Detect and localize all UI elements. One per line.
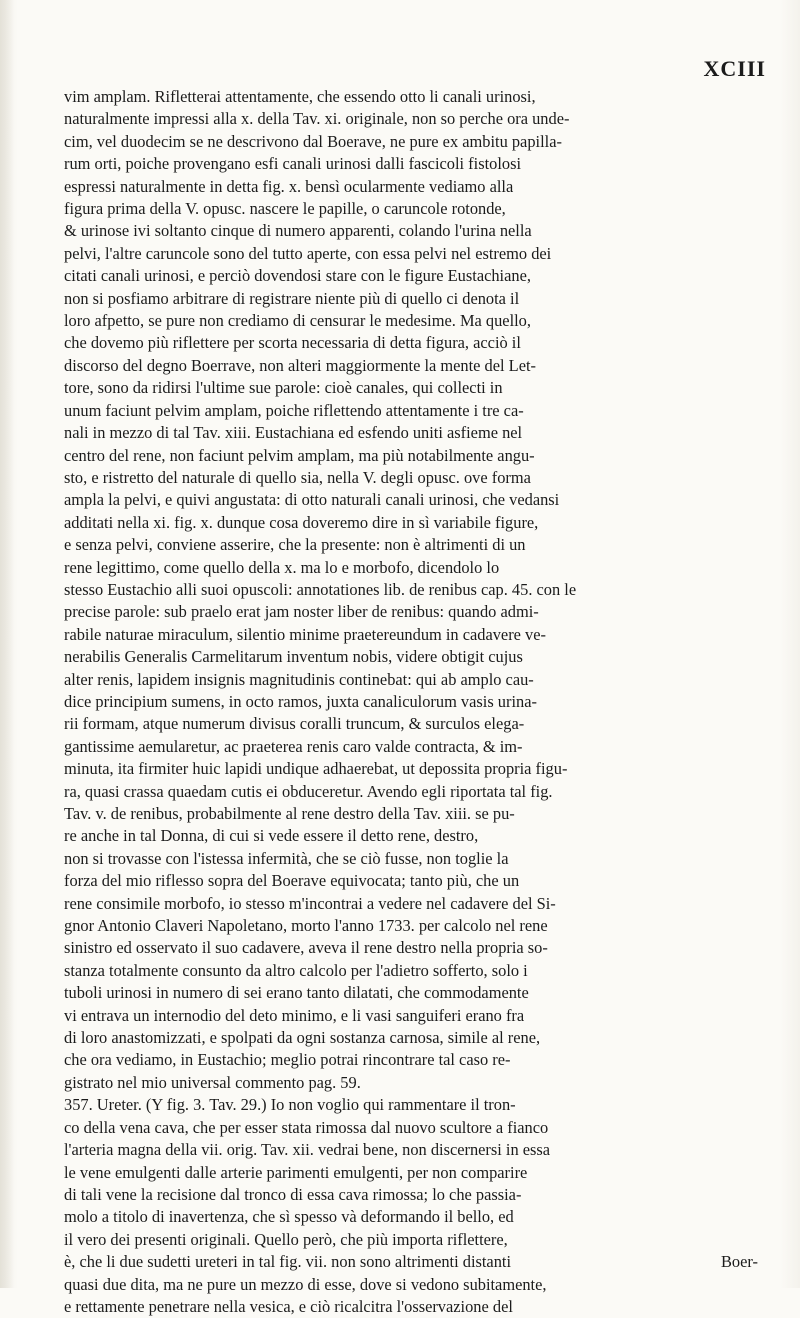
text-line: espressi naturalmente in detta fig. x. bensì ocularmente vediamo alla bbox=[64, 176, 514, 196]
text-line: ampla la pelvi, e quivi angustata: di otto naturali canali urinosi, che vedansi bbox=[64, 490, 560, 510]
text-line: che ora vediamo, in Eustachio; meglio potrai rincontrare tal caso re- bbox=[64, 1050, 511, 1070]
text-line: loro afpetto, se pure non crediamo di censurar le medesime. Ma quello, bbox=[64, 311, 531, 331]
text-line: stesso Eustachio alli suoi opuscoli: annotationes lib. de renibus cap. 45. con le bbox=[64, 579, 577, 599]
text-line: forza del mio riflesso sopra del Boerave equivocata; tanto più, che un bbox=[64, 871, 520, 891]
text-line: è, che li due sudetti ureteri in tal fig. vii. non sono altrimenti distanti bbox=[64, 1252, 512, 1272]
text-line: tore, sono da ridirsi l'ultime sue parole: cioè canales, qui collecti in bbox=[64, 378, 503, 398]
text-line: gnor Antonio Claveri Napoletano, morto l'anno 1733. per calcolo nel rene bbox=[64, 916, 548, 936]
text-line: centro del rene, non faciunt pelvim amplam, ma più notabilmente angu- bbox=[64, 445, 535, 465]
text-line: citati canali urinosi, e perciò dovendosi stare con le figure Eustachiane, bbox=[64, 266, 531, 286]
catchword: Boer- bbox=[721, 1252, 758, 1271]
text-line: vim amplam. Rifletterai attentamente, che essendo otto li canali urinosi, bbox=[64, 87, 536, 106]
text-line: non si posfiamo arbitrare di registrare niente più di quello ci denota il bbox=[64, 288, 520, 308]
text-line: e rettamente penetrare nella vesica, e ciò ricalcitra l'osservazione del bbox=[64, 1296, 513, 1316]
text-line: l'arteria magna della vii. orig. Tav. xii. vedrai bene, non discernersi in essa bbox=[64, 1140, 551, 1160]
text-line: precise parole: sub praelo erat jam noster liber de renibus: quando admi- bbox=[64, 602, 539, 622]
body-text bbox=[64, 86, 776, 1318]
text-line: pelvi, l'altre caruncole sono del tutto aperte, con essa pelvi nel estremo dei bbox=[64, 243, 552, 263]
text-line: stanza totalmente consunto da altro calcolo per l'adietro sofferto, solo i bbox=[64, 960, 528, 980]
text-line: rii formam, atque numerum divisus coralli truncum, & surculos elega- bbox=[64, 714, 525, 734]
text-line: gistrato nel mio universal commento pag. 59. bbox=[64, 1072, 361, 1092]
text-line: il vero dei presenti originali. Quello però, che più importa riflettere, bbox=[64, 1229, 508, 1249]
text-line: di tali vene la recisione dal tronco di essa cava rimossa; lo che passia- bbox=[64, 1184, 522, 1204]
text-line: additati nella xi. fig. x. dunque cosa doveremo dire in sì variabile figure, bbox=[64, 512, 539, 532]
text-line: rene consimile morbofo, io stesso m'incontrai a vedere nel cadavere del Si- bbox=[64, 893, 556, 913]
text-line: sinistro ed osservato il suo cadavere, aveva il rene destro nella propria so- bbox=[64, 938, 548, 958]
text-line: rum orti, poiche provengano esfi canali urinosi dalli fascicoli fistolosi bbox=[64, 154, 522, 174]
text-line: figura prima della V. opusc. nascere le papille, o caruncole rotonde, bbox=[64, 199, 506, 219]
text-line: Tav. v. de renibus, probabilmente al rene destro della Tav. xiii. se pu- bbox=[64, 804, 515, 823]
text-line: 357. Ureter. (Y fig. 3. Tav. 29.) Io non voglio qui rammentare il tron- bbox=[64, 1095, 516, 1115]
page-number: XCIII bbox=[703, 56, 766, 81]
text-line: ra, quasi crassa quaedam cutis ei obduceretur. Avendo egli riportata tal fig. bbox=[64, 781, 553, 801]
text-line: di loro anastomizzati, e spolpati da ogni sostanza carnosa, simile al rene, bbox=[64, 1028, 541, 1048]
text-line: unum faciunt pelvim amplam, poiche riflettendo attentamente i tre ca- bbox=[64, 400, 524, 420]
text-line: che dovemo più riflettere per scorta necessaria di detta figura, acciò il bbox=[64, 333, 521, 353]
text-line: gantissime aemularetur, ac praeterea renis caro valde contracta, & im- bbox=[64, 736, 523, 756]
text-line: e senza pelvi, conviene asserire, che la presente: non è altrimenti di un bbox=[64, 535, 526, 555]
text-line: rabile naturae miraculum, silentio minime praetereundum in cadavere ve- bbox=[64, 624, 546, 644]
text-line: co della vena cava, che per esser stata rimossa dal nuovo scultore a fianco bbox=[64, 1117, 549, 1137]
text-line: molo a titolo di inavertenza, che sì spesso và deformando il bello, ed bbox=[64, 1207, 514, 1227]
text-line: rene legittimo, come quello della x. ma lo e morbofo, dicendolo lo bbox=[64, 557, 500, 577]
text-line: quasi due dita, ma ne pure un mezzo di esse, dove si vedono subitamente, bbox=[64, 1274, 547, 1294]
text-line: dice principium sumens, in octo ramos, juxta canaliculorum vasis urina- bbox=[64, 691, 537, 711]
text-line: sto, e ristretto del naturale di quello sia, nella V. degli opusc. ove forma bbox=[64, 467, 531, 487]
text-line: & urinose ivi soltanto cinque di numero apparenti, colando l'urina nella bbox=[64, 221, 532, 241]
text-line: minuta, ita firmiter huic lapidi undique adhaerebat, ut depossita propria figu- bbox=[64, 759, 568, 779]
text-line: le vene emulgenti dalle arterie parimenti emulgenti, per non comparire bbox=[64, 1162, 528, 1182]
text-line: nali in mezzo di tal Tav. xiii. Eustachiana ed esfendo uniti asfieme nel bbox=[64, 423, 523, 443]
text-line: naturalmente impressi alla x. della Tav. xi. originale, non so perche ora unde- bbox=[64, 109, 570, 129]
text-line: nerabilis Generalis Carmelitarum inventum nobis, videre obtigit cujus bbox=[64, 647, 523, 667]
text-line: alter renis, lapidem insignis magnitudinis continebat: qui ab amplo cau- bbox=[64, 669, 534, 689]
text-line: re anche in tal Donna, di cui si vede essere il detto rene, destro, bbox=[64, 826, 479, 846]
text-line: cim, vel duodecim se ne descrivono dal Boerave, ne pure ex ambitu papilla- bbox=[64, 131, 562, 151]
page-gutter-shadow bbox=[0, 0, 14, 1288]
text-line: vi entrava un internodio del deto minimo, e li vasi sanguiferi erano fra bbox=[64, 1005, 525, 1025]
text-line: discorso del degno Boerrave, non alteri maggiormente la mente del Let- bbox=[64, 355, 536, 375]
text-line: non si trovasse con l'istessa infermità, che se ciò fusse, non toglie la bbox=[64, 848, 509, 868]
text-line: tuboli urinosi in numero di sei erano tanto dilatati, che commodamente bbox=[64, 983, 529, 1003]
